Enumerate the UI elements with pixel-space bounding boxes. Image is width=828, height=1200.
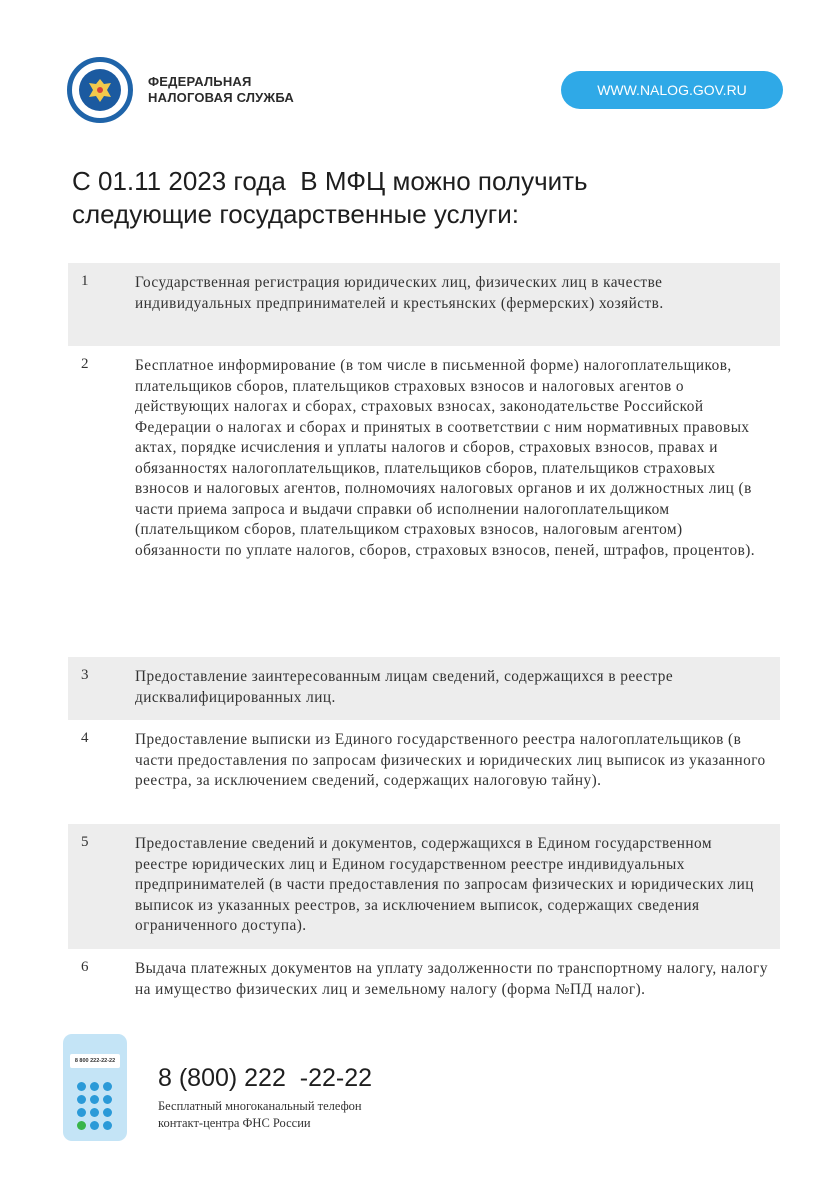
page-title bbox=[72, 165, 752, 231]
service-text: Бесплатное информирование (в том числе в письменной форме) налогоплательщиков, плательщиков сборов, плательщиков страховых взносов и налоговых агентов о действующих налогах и сборах, страховых взносах, законодательстве Российской Федерации о налогах и сборах и принятых в соответствии с ним нормативных правовых актах, порядке исчисления и уплаты налогов и сборов, страховых взносов, правах и обязанностях налогоплательщиков, плательщиков сборов, плательщиков страховых взносов и налоговых агентов, полномочиях налоговых органов и их должностных лиц (в части приема запроса и выдачи справки об исполнении налогоплательщиком (плательщиком сборов, плательщиком страховых взносов, налоговым агентом) обязанности по уплате налогов, сборов, страховых взносов, пеней, штрафов, процентов). bbox=[135, 357, 756, 559]
service-row-1 bbox=[68, 263, 780, 346]
service-text: Предоставление выписки из Единого государственного реестра налогоплательщиков (в части предоставления по запросам физических и юридических лиц выписок из указанного реестра, за исключением сведений, содержащих налоговую тайну). bbox=[135, 731, 766, 789]
service-row-6 bbox=[68, 949, 780, 1029]
service-number: 6 bbox=[81, 959, 89, 975]
service-number: 2 bbox=[81, 356, 89, 372]
website-link-button[interactable]: WWW.NALOG.GOV.RU bbox=[561, 71, 783, 109]
service-number: 1 bbox=[81, 273, 89, 289]
organization-name bbox=[148, 74, 294, 106]
service-row-2 bbox=[68, 346, 780, 657]
page-header bbox=[67, 55, 787, 125]
title-line1: С 01.11 2023 года В МФЦ можно получить bbox=[72, 166, 588, 196]
service-text: Государственная регистрация юридических лиц, физических лиц в качестве индивидуальных предпринимателей и крестьянских (фермерских) хозяйств. bbox=[135, 274, 664, 312]
title-line2: следующие государственные услуги: bbox=[72, 199, 520, 229]
fns-emblem-icon bbox=[67, 57, 133, 123]
keypad bbox=[77, 1082, 113, 1130]
service-number: 3 bbox=[81, 667, 89, 683]
service-row-5 bbox=[68, 824, 780, 949]
contact-block bbox=[63, 1034, 563, 1144]
description-line1: Бесплатный многоканальный телефон bbox=[158, 1099, 362, 1113]
hotline-phone-number[interactable]: 8 (800) 222 -22-22 bbox=[158, 1064, 373, 1092]
description-line2: контакт-центра ФНС России bbox=[158, 1116, 311, 1130]
service-text: Предоставление сведений и документов, содержащихся в Едином государственном реестре юридических лиц и Едином государственном реестре индивидуальных предпринимателей (в части предоставления по запросам физических и юридических лиц выписок из указанных реестров, за исключением выписок, содержащих сведения ограниченного доступа). bbox=[135, 835, 754, 934]
service-text: Предоставление заинтересованным лицам сведений, содержащихся в реестре дисквалифицированных лиц. bbox=[135, 668, 674, 706]
service-row-4 bbox=[68, 720, 780, 824]
service-text: Выдача платежных документов на уплату задолженности по транспортному налогу, налогу на имущество физических лиц и земельному налогу (форма №ПД налог). bbox=[135, 960, 768, 998]
org-name-line2: НАЛОГОВАЯ СЛУЖБА bbox=[148, 90, 295, 105]
mobile-phone-icon bbox=[63, 1034, 127, 1141]
hotline-description bbox=[158, 1098, 362, 1132]
phone-screen-text: 8 800 222-22-22 bbox=[70, 1054, 120, 1068]
service-number: 5 bbox=[81, 834, 89, 850]
service-number: 4 bbox=[81, 730, 89, 746]
service-row-3 bbox=[68, 657, 780, 720]
org-name-line1: ФЕДЕРАЛЬНАЯ bbox=[148, 74, 252, 89]
services-list bbox=[68, 263, 780, 1029]
